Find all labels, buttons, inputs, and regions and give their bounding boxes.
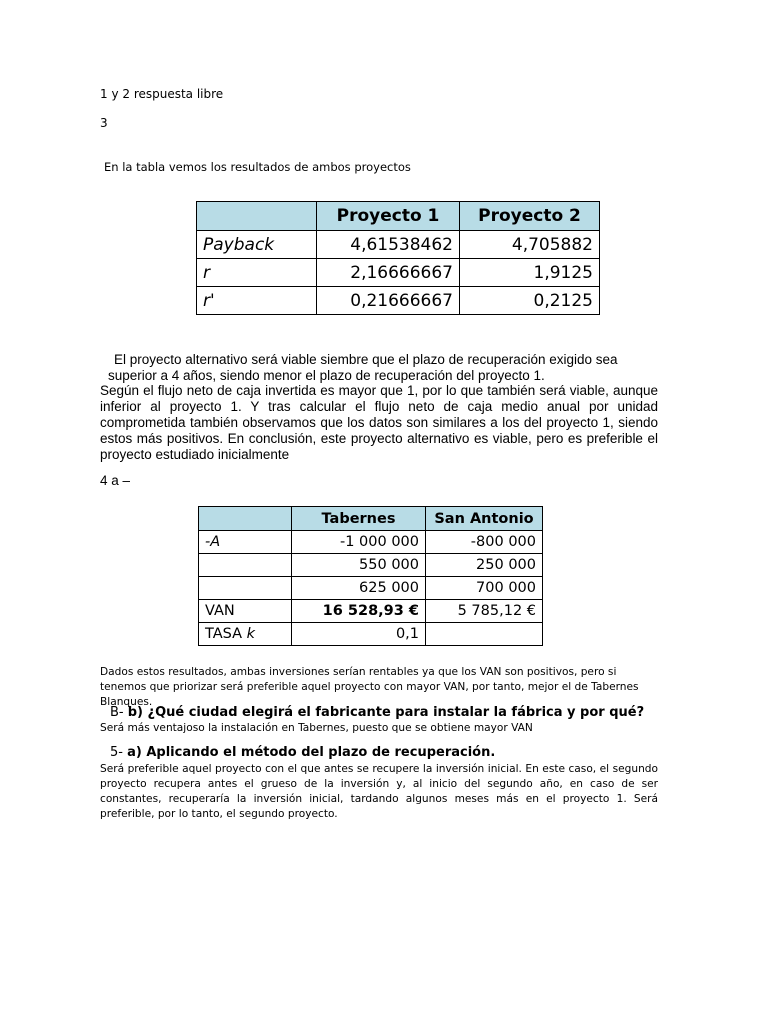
header-proyecto-2: Proyecto 2 [460, 202, 600, 231]
table-row [197, 259, 600, 287]
projects-comparison-table [196, 201, 600, 315]
cell-san-antonio: 700 000 [426, 577, 543, 600]
section-4-heading: 4 a – [100, 473, 131, 488]
table-row [197, 287, 600, 315]
header-empty [199, 507, 292, 531]
table-row [199, 577, 543, 600]
paragraph-line-b: superior a 4 años, siendo menor el plazo de recuperación del proyecto 1. [108, 368, 545, 383]
cell-p2-r-prime: 0,2125 [460, 287, 600, 315]
cell-tabernes: -1 000 000 [292, 531, 426, 554]
table-row [199, 623, 543, 646]
van-comparison-table [198, 506, 543, 646]
table-row [197, 231, 600, 259]
intro-line-2: 3 [100, 116, 108, 130]
question-b-answer: Será más ventajoso la instalación en Tabernes, puesto que se obtiene mayor VAN [100, 722, 533, 734]
table-row [199, 531, 543, 554]
cell-tabernes: 550 000 [292, 554, 426, 577]
paragraph-body: Según el flujo neto de caja invertida es mayor que 1, por lo que también será viable, aunque inferior al proyecto 1. Y tras calcular el flujo neto de caja medio anual por unidad comprometida también observamos que los datos son similares a los del proyecto 1, siendo estos más positivos. En conclusión, este proyecto alternativo es viable, pero es preferible el proyecto estudiado inicialmente [100, 383, 658, 462]
row-label-payback: Payback [197, 231, 317, 259]
header-proyecto-1: Proyecto 1 [317, 202, 460, 231]
cell-p2-r: 1,9125 [460, 259, 600, 287]
row-label-van: VAN [199, 600, 292, 623]
cell-p1-r-prime: 0,21666667 [317, 287, 460, 315]
question-5-prefix: 5- [110, 745, 128, 760]
table-intro-text: En la tabla vemos los resultados de ambos proyectos [104, 160, 411, 174]
table-header-row [199, 507, 543, 531]
question-5-heading [110, 745, 495, 760]
row-label-r: r [197, 259, 317, 287]
table-row [199, 554, 543, 577]
cell-san-antonio-van: 5 785,12 € [426, 600, 543, 623]
cell-san-antonio: 250 000 [426, 554, 543, 577]
cell-tabernes-van: 16 528,93 € [292, 600, 426, 623]
cell-san-antonio: -800 000 [426, 531, 543, 554]
row-label-tasa-k [199, 623, 292, 646]
header-san-antonio: San Antonio [426, 507, 543, 531]
question-5-title: a) Aplicando el método del plazo de recuperación. [127, 745, 496, 760]
question-b-title: b) ¿Qué ciudad elegirá el fabricante para instalar la fábrica y por qué? [127, 705, 645, 720]
cell-tabernes-tasa: 0,1 [292, 623, 426, 646]
row-label-r-prime: r' [197, 287, 317, 315]
question-b-heading [110, 705, 644, 720]
table-row [199, 600, 543, 623]
cell-p1-payback: 4,61538462 [317, 231, 460, 259]
table-header-row [197, 202, 600, 231]
cell-san-antonio-tasa [426, 623, 543, 646]
tasa-k-symbol: k [246, 626, 256, 642]
header-empty [197, 202, 317, 231]
cell-p1-r: 2,16666667 [317, 259, 460, 287]
row-label-empty [199, 577, 292, 600]
intro-line-1: 1 y 2 respuesta libre [100, 87, 224, 101]
cell-p2-payback: 4,705882 [460, 231, 600, 259]
question-5-answer: Será preferible aquel proyecto con el que antes se recupere la inversión inicial. En este caso, el segundo proyecto recupera antes el grueso de la inversión y, al inicio del segundo año, en caso de ser constantes, recuperaría la inversión inicial, tardando algunos meses más en el proyecto 1. Será preferible, por lo tanto, el segundo proyecto. [100, 763, 658, 820]
cell-tabernes: 625 000 [292, 577, 426, 600]
conclusion-4-text: Dados estos resultados, ambas inversiones serían rentables ya que los VAN son positivos, pero si tenemos que priorizar será preferible aquel proyecto con mayor VAN, por tanto, mejor el de Tabernes Blanques. [100, 666, 639, 708]
tasa-label: TASA [205, 626, 247, 642]
paragraph-line-a: El proyecto alternativo será viable siembre que el plazo de recuperación exigido sea [114, 352, 618, 367]
row-label-a: -A [199, 531, 292, 554]
header-tabernes: Tabernes [292, 507, 426, 531]
question-b-prefix: B- [110, 705, 128, 720]
row-label-empty [199, 554, 292, 577]
